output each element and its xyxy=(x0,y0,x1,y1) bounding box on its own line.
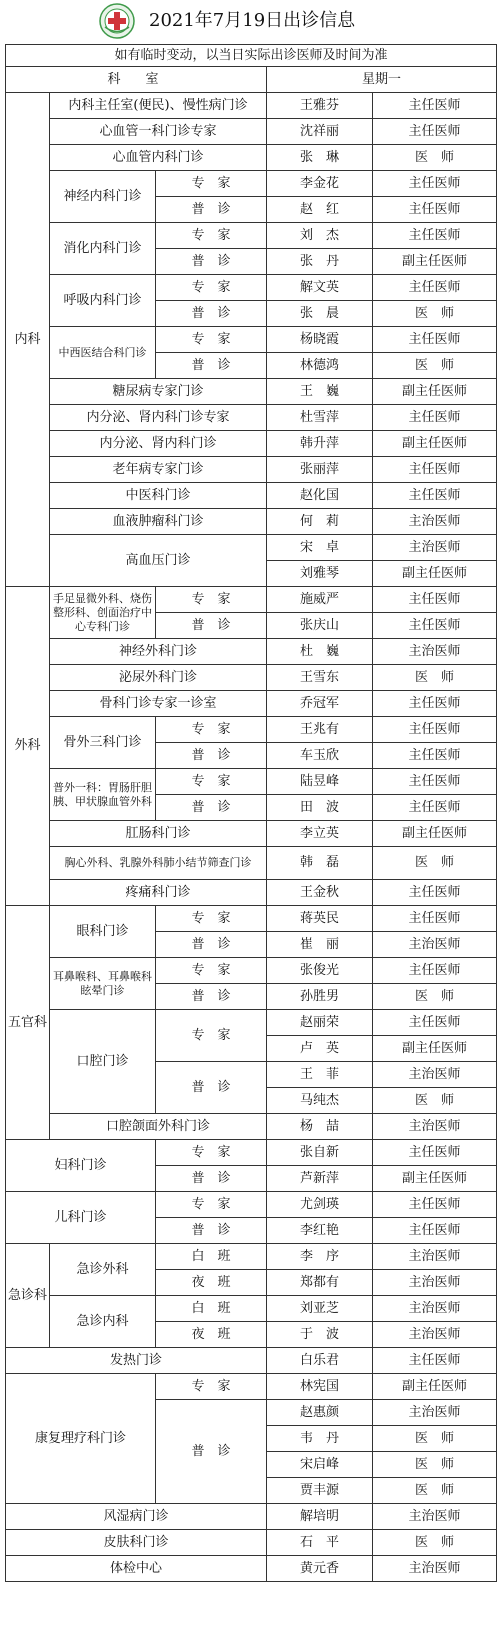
table-row xyxy=(6,958,497,984)
doctor-title: 医 师 xyxy=(373,1426,497,1452)
doctor-title: 主治医师 xyxy=(373,1296,497,1322)
table-row xyxy=(6,457,497,483)
clinic-name: 心血管一科门诊专家 xyxy=(50,119,267,145)
hospital-logo-icon xyxy=(99,3,135,39)
doctor-name: 韦 丹 xyxy=(267,1426,373,1452)
doctor-name: 崔 丽 xyxy=(267,932,373,958)
doctor-name: 张自新 xyxy=(267,1140,373,1166)
table-row xyxy=(6,93,497,119)
clinic-name: 骨科门诊专家一诊室 xyxy=(50,691,267,717)
clinic-name: 骨外三科门诊 xyxy=(50,717,156,769)
shift-type: 夜 班 xyxy=(156,1322,267,1348)
clinic-name: 老年病专家门诊 xyxy=(50,457,267,483)
doctor-name: 李 序 xyxy=(267,1244,373,1270)
doctor-name: 杜 巍 xyxy=(267,639,373,665)
schedule-table xyxy=(5,44,497,1582)
doctor-title: 主治医师 xyxy=(373,639,497,665)
doctor-name: 宋启峰 xyxy=(267,1452,373,1478)
doctor-title: 主治医师 xyxy=(373,1114,497,1140)
doctor-title: 主任医师 xyxy=(373,1192,497,1218)
clinic-name: 消化内科门诊 xyxy=(50,223,156,275)
clinic-name: 内分泌、肾内科门诊专家 xyxy=(50,405,267,431)
doctor-title: 主任医师 xyxy=(373,405,497,431)
doctor-title: 主任医师 xyxy=(373,691,497,717)
doctor-title: 主任医师 xyxy=(373,327,497,353)
doctor-title: 主治医师 xyxy=(373,1556,497,1582)
doctor-name: 石 平 xyxy=(267,1530,373,1556)
shift-type: 白 班 xyxy=(156,1244,267,1270)
doctor-title: 医 师 xyxy=(373,984,497,1010)
doctor-name: 刘亚芝 xyxy=(267,1296,373,1322)
doctor-name: 李金花 xyxy=(267,171,373,197)
clinic-name: 疼痛科门诊 xyxy=(50,880,267,906)
clinic-name: 内分泌、肾内科门诊 xyxy=(50,431,267,457)
doctor-name: 张俊光 xyxy=(267,958,373,984)
doctor-name: 张庆山 xyxy=(267,613,373,639)
doctor-title: 主任医师 xyxy=(373,958,497,984)
notice-row xyxy=(6,45,497,67)
table-header-row xyxy=(6,67,497,93)
doctor-name: 李红艳 xyxy=(267,1218,373,1244)
doctor-title: 主治医师 xyxy=(373,1270,497,1296)
doctor-name: 贾丰源 xyxy=(267,1478,373,1504)
doctor-name: 林德鸿 xyxy=(267,353,373,379)
doctor-title: 医 师 xyxy=(373,847,497,880)
table-row xyxy=(6,1114,497,1140)
doctor-title: 主任医师 xyxy=(373,275,497,301)
doctor-title: 医 师 xyxy=(373,665,497,691)
doctor-title: 主任医师 xyxy=(373,119,497,145)
day-column-header: 星期一 xyxy=(267,67,497,93)
visit-type: 普 诊 xyxy=(156,353,267,379)
doctor-title: 主任医师 xyxy=(373,197,497,223)
visit-type: 专 家 xyxy=(156,1374,267,1400)
clinic-name: 急诊外科 xyxy=(50,1244,156,1296)
shift-type: 夜 班 xyxy=(156,1270,267,1296)
dept-label: 妇科门诊 xyxy=(6,1140,156,1192)
visit-type: 普 诊 xyxy=(156,1218,267,1244)
doctor-name: 刘 杰 xyxy=(267,223,373,249)
visit-type: 普 诊 xyxy=(156,613,267,639)
page-title: 2021年7月19日出诊信息 xyxy=(149,10,356,31)
table-row xyxy=(6,906,497,932)
doctor-name: 韩升萍 xyxy=(267,431,373,457)
doctor-name: 黄元香 xyxy=(267,1556,373,1582)
dept-label: 外科 xyxy=(6,587,50,906)
doctor-name: 蒋英民 xyxy=(267,906,373,932)
table-row xyxy=(6,405,497,431)
doctor-title: 主治医师 xyxy=(373,1504,497,1530)
table-row xyxy=(6,880,497,906)
visit-type: 专 家 xyxy=(156,327,267,353)
clinic-name: 血液肿瘤科门诊 xyxy=(50,509,267,535)
table-row xyxy=(6,223,497,249)
clinic-name: 耳鼻喉科、耳鼻喉科眩晕门诊 xyxy=(50,958,156,1010)
table-row xyxy=(6,1140,497,1166)
clinic-name: 神经外科门诊 xyxy=(50,639,267,665)
doctor-name: 王金秋 xyxy=(267,880,373,906)
visit-type: 普 诊 xyxy=(156,984,267,1010)
doctor-title: 主治医师 xyxy=(373,1400,497,1426)
doctor-name: 解培明 xyxy=(267,1504,373,1530)
doctor-title: 主任医师 xyxy=(373,223,497,249)
table-row xyxy=(6,1244,497,1270)
doctor-title: 医 师 xyxy=(373,353,497,379)
visit-type: 专 家 xyxy=(156,958,267,984)
doctor-title: 副主任医师 xyxy=(373,379,497,405)
table-row xyxy=(6,1010,497,1036)
visit-type: 专 家 xyxy=(156,171,267,197)
doctor-name: 赵化国 xyxy=(267,483,373,509)
table-row xyxy=(6,483,497,509)
doctor-name: 赵惠颜 xyxy=(267,1400,373,1426)
visit-type: 普 诊 xyxy=(156,1166,267,1192)
table-row xyxy=(6,587,497,613)
doctor-name: 于 波 xyxy=(267,1322,373,1348)
table-row xyxy=(6,1374,497,1400)
doctor-title: 主任医师 xyxy=(373,717,497,743)
doctor-title: 主任医师 xyxy=(373,93,497,119)
doctor-name: 何 莉 xyxy=(267,509,373,535)
clinic-name: 中医科门诊 xyxy=(50,483,267,509)
shift-type: 白 班 xyxy=(156,1296,267,1322)
table-row xyxy=(6,1348,497,1374)
dept-label: 儿科门诊 xyxy=(6,1192,156,1244)
doctor-title: 副主任医师 xyxy=(373,1166,497,1192)
dept-label: 发热门诊 xyxy=(6,1348,267,1374)
table-row xyxy=(6,1296,497,1322)
table-row xyxy=(6,327,497,353)
table-row xyxy=(6,821,497,847)
doctor-title: 医 师 xyxy=(373,1088,497,1114)
doctor-name: 乔冠军 xyxy=(267,691,373,717)
visit-type: 普 诊 xyxy=(156,1400,267,1504)
doctor-title: 主任医师 xyxy=(373,587,497,613)
doctor-title: 医 师 xyxy=(373,1452,497,1478)
visit-type: 专 家 xyxy=(156,223,267,249)
doctor-name: 王雅芬 xyxy=(267,93,373,119)
doctor-name: 陆昱峰 xyxy=(267,769,373,795)
clinic-name: 口腔颌面外科门诊 xyxy=(50,1114,267,1140)
doctor-name: 赵丽荣 xyxy=(267,1010,373,1036)
doctor-title: 主治医师 xyxy=(373,509,497,535)
dept-column-header: 科 室 xyxy=(6,67,267,93)
visit-type: 专 家 xyxy=(156,769,267,795)
table-row xyxy=(6,171,497,197)
visit-type: 专 家 xyxy=(156,587,267,613)
doctor-title: 主治医师 xyxy=(373,535,497,561)
table-row xyxy=(6,145,497,171)
doctor-title: 主任医师 xyxy=(373,1218,497,1244)
doctor-name: 刘雅琴 xyxy=(267,561,373,587)
visit-type: 普 诊 xyxy=(156,795,267,821)
doctor-name: 杜雪萍 xyxy=(267,405,373,431)
notice-text: 如有临时变动，以当日实际出诊医师及时间为准 xyxy=(6,45,497,67)
dept-label: 急诊科 xyxy=(6,1244,50,1348)
table-row xyxy=(6,431,497,457)
doctor-title: 主治医师 xyxy=(373,1244,497,1270)
clinic-name: 肛肠科门诊 xyxy=(50,821,267,847)
doctor-name: 张 琳 xyxy=(267,145,373,171)
doctor-title: 主任医师 xyxy=(373,743,497,769)
visit-type: 普 诊 xyxy=(156,301,267,327)
doctor-title: 主任医师 xyxy=(373,171,497,197)
clinic-name: 普外一科：胃肠肝胆胰、甲状腺血管外科 xyxy=(50,769,156,821)
doctor-title: 主任医师 xyxy=(373,795,497,821)
clinic-name: 口腔门诊 xyxy=(50,1010,156,1114)
doctor-name: 王 菲 xyxy=(267,1062,373,1088)
doctor-title: 主任医师 xyxy=(373,906,497,932)
visit-type: 专 家 xyxy=(156,1140,267,1166)
table-row xyxy=(6,717,497,743)
clinic-name: 高血压门诊 xyxy=(50,535,267,587)
visit-type: 专 家 xyxy=(156,717,267,743)
doctor-title: 主任医师 xyxy=(373,1348,497,1374)
doctor-title: 医 师 xyxy=(373,145,497,171)
table-row xyxy=(6,769,497,795)
dept-label: 内科 xyxy=(6,93,50,587)
table-row xyxy=(6,275,497,301)
doctor-title: 主任医师 xyxy=(373,483,497,509)
doctor-name: 施威严 xyxy=(267,587,373,613)
visit-type: 专 家 xyxy=(156,275,267,301)
doctor-title: 主任医师 xyxy=(373,880,497,906)
doctor-name: 宋 卓 xyxy=(267,535,373,561)
doctor-name: 卢 英 xyxy=(267,1036,373,1062)
doctor-title: 主任医师 xyxy=(373,457,497,483)
dept-label: 皮肤科门诊 xyxy=(6,1530,267,1556)
clinic-name: 胸心外科、乳腺外科肺小结节筛查门诊 xyxy=(50,847,267,880)
table-row xyxy=(6,691,497,717)
doctor-title: 主治医师 xyxy=(373,932,497,958)
doctor-name: 林宪国 xyxy=(267,1374,373,1400)
doctor-name: 李立英 xyxy=(267,821,373,847)
table-row xyxy=(6,1530,497,1556)
page-header xyxy=(0,0,500,44)
doctor-name: 张 丹 xyxy=(267,249,373,275)
clinic-name: 糖尿病专家门诊 xyxy=(50,379,267,405)
table-row xyxy=(6,535,497,561)
doctor-title: 医 师 xyxy=(373,1530,497,1556)
clinic-name: 心血管内科门诊 xyxy=(50,145,267,171)
clinic-name: 手足显微外科、烧伤整形科、创面治疗中心专科门诊 xyxy=(50,587,156,639)
doctor-name: 张丽萍 xyxy=(267,457,373,483)
table-row xyxy=(6,665,497,691)
doctor-name: 田 波 xyxy=(267,795,373,821)
doctor-name: 沈祥丽 xyxy=(267,119,373,145)
doctor-title: 医 师 xyxy=(373,1478,497,1504)
dept-label: 体检中心 xyxy=(6,1556,267,1582)
doctor-title: 主任医师 xyxy=(373,613,497,639)
doctor-title: 主治医师 xyxy=(373,1322,497,1348)
doctor-title: 副主任医师 xyxy=(373,249,497,275)
doctor-name: 尤剑瑛 xyxy=(267,1192,373,1218)
doctor-name: 解文英 xyxy=(267,275,373,301)
doctor-name: 车玉欣 xyxy=(267,743,373,769)
doctor-title: 主任医师 xyxy=(373,769,497,795)
visit-type: 普 诊 xyxy=(156,249,267,275)
doctor-title: 副主任医师 xyxy=(373,821,497,847)
clinic-name: 内科主任室(便民)、慢性病门诊 xyxy=(50,93,267,119)
clinic-name: 泌尿外科门诊 xyxy=(50,665,267,691)
doctor-name: 王 巍 xyxy=(267,379,373,405)
doctor-name: 白乐君 xyxy=(267,1348,373,1374)
table-row xyxy=(6,847,497,880)
visit-type: 专 家 xyxy=(156,906,267,932)
dept-label: 风湿病门诊 xyxy=(6,1504,267,1530)
doctor-title: 医 师 xyxy=(373,301,497,327)
doctor-title: 主治医师 xyxy=(373,1062,497,1088)
doctor-name: 郑都有 xyxy=(267,1270,373,1296)
table-row xyxy=(6,639,497,665)
visit-type: 普 诊 xyxy=(156,743,267,769)
visit-type: 专 家 xyxy=(156,1192,267,1218)
table-row xyxy=(6,1556,497,1582)
visit-type: 普 诊 xyxy=(156,197,267,223)
doctor-name: 王兆有 xyxy=(267,717,373,743)
doctor-title: 副主任医师 xyxy=(373,561,497,587)
clinic-name: 神经内科门诊 xyxy=(50,171,156,223)
dept-label: 康复理疗科门诊 xyxy=(6,1374,156,1504)
clinic-name: 眼科门诊 xyxy=(50,906,156,958)
doctor-name: 韩 磊 xyxy=(267,847,373,880)
doctor-name: 杨晓霞 xyxy=(267,327,373,353)
doctor-name: 赵 红 xyxy=(267,197,373,223)
table-row xyxy=(6,119,497,145)
doctor-name: 马纯杰 xyxy=(267,1088,373,1114)
doctor-title: 副主任医师 xyxy=(373,1374,497,1400)
doctor-title: 副主任医师 xyxy=(373,431,497,457)
doctor-title: 副主任医师 xyxy=(373,1036,497,1062)
table-row xyxy=(6,1504,497,1530)
clinic-name: 中西医结合科门诊 xyxy=(50,327,156,379)
doctor-name: 芦新萍 xyxy=(267,1166,373,1192)
visit-type: 普 诊 xyxy=(156,932,267,958)
table-row xyxy=(6,379,497,405)
doctor-title: 主任医师 xyxy=(373,1010,497,1036)
table-row xyxy=(6,509,497,535)
visit-type: 普 诊 xyxy=(156,1062,267,1114)
doctor-name: 张 晨 xyxy=(267,301,373,327)
doctor-name: 王雪东 xyxy=(267,665,373,691)
doctor-name: 孙胜男 xyxy=(267,984,373,1010)
clinic-name: 呼吸内科门诊 xyxy=(50,275,156,327)
doctor-title: 主任医师 xyxy=(373,1140,497,1166)
dept-label: 五官科 xyxy=(6,906,50,1140)
visit-type: 专 家 xyxy=(156,1010,267,1062)
doctor-name: 杨 喆 xyxy=(267,1114,373,1140)
clinic-name: 急诊内科 xyxy=(50,1296,156,1348)
table-row xyxy=(6,1192,497,1218)
